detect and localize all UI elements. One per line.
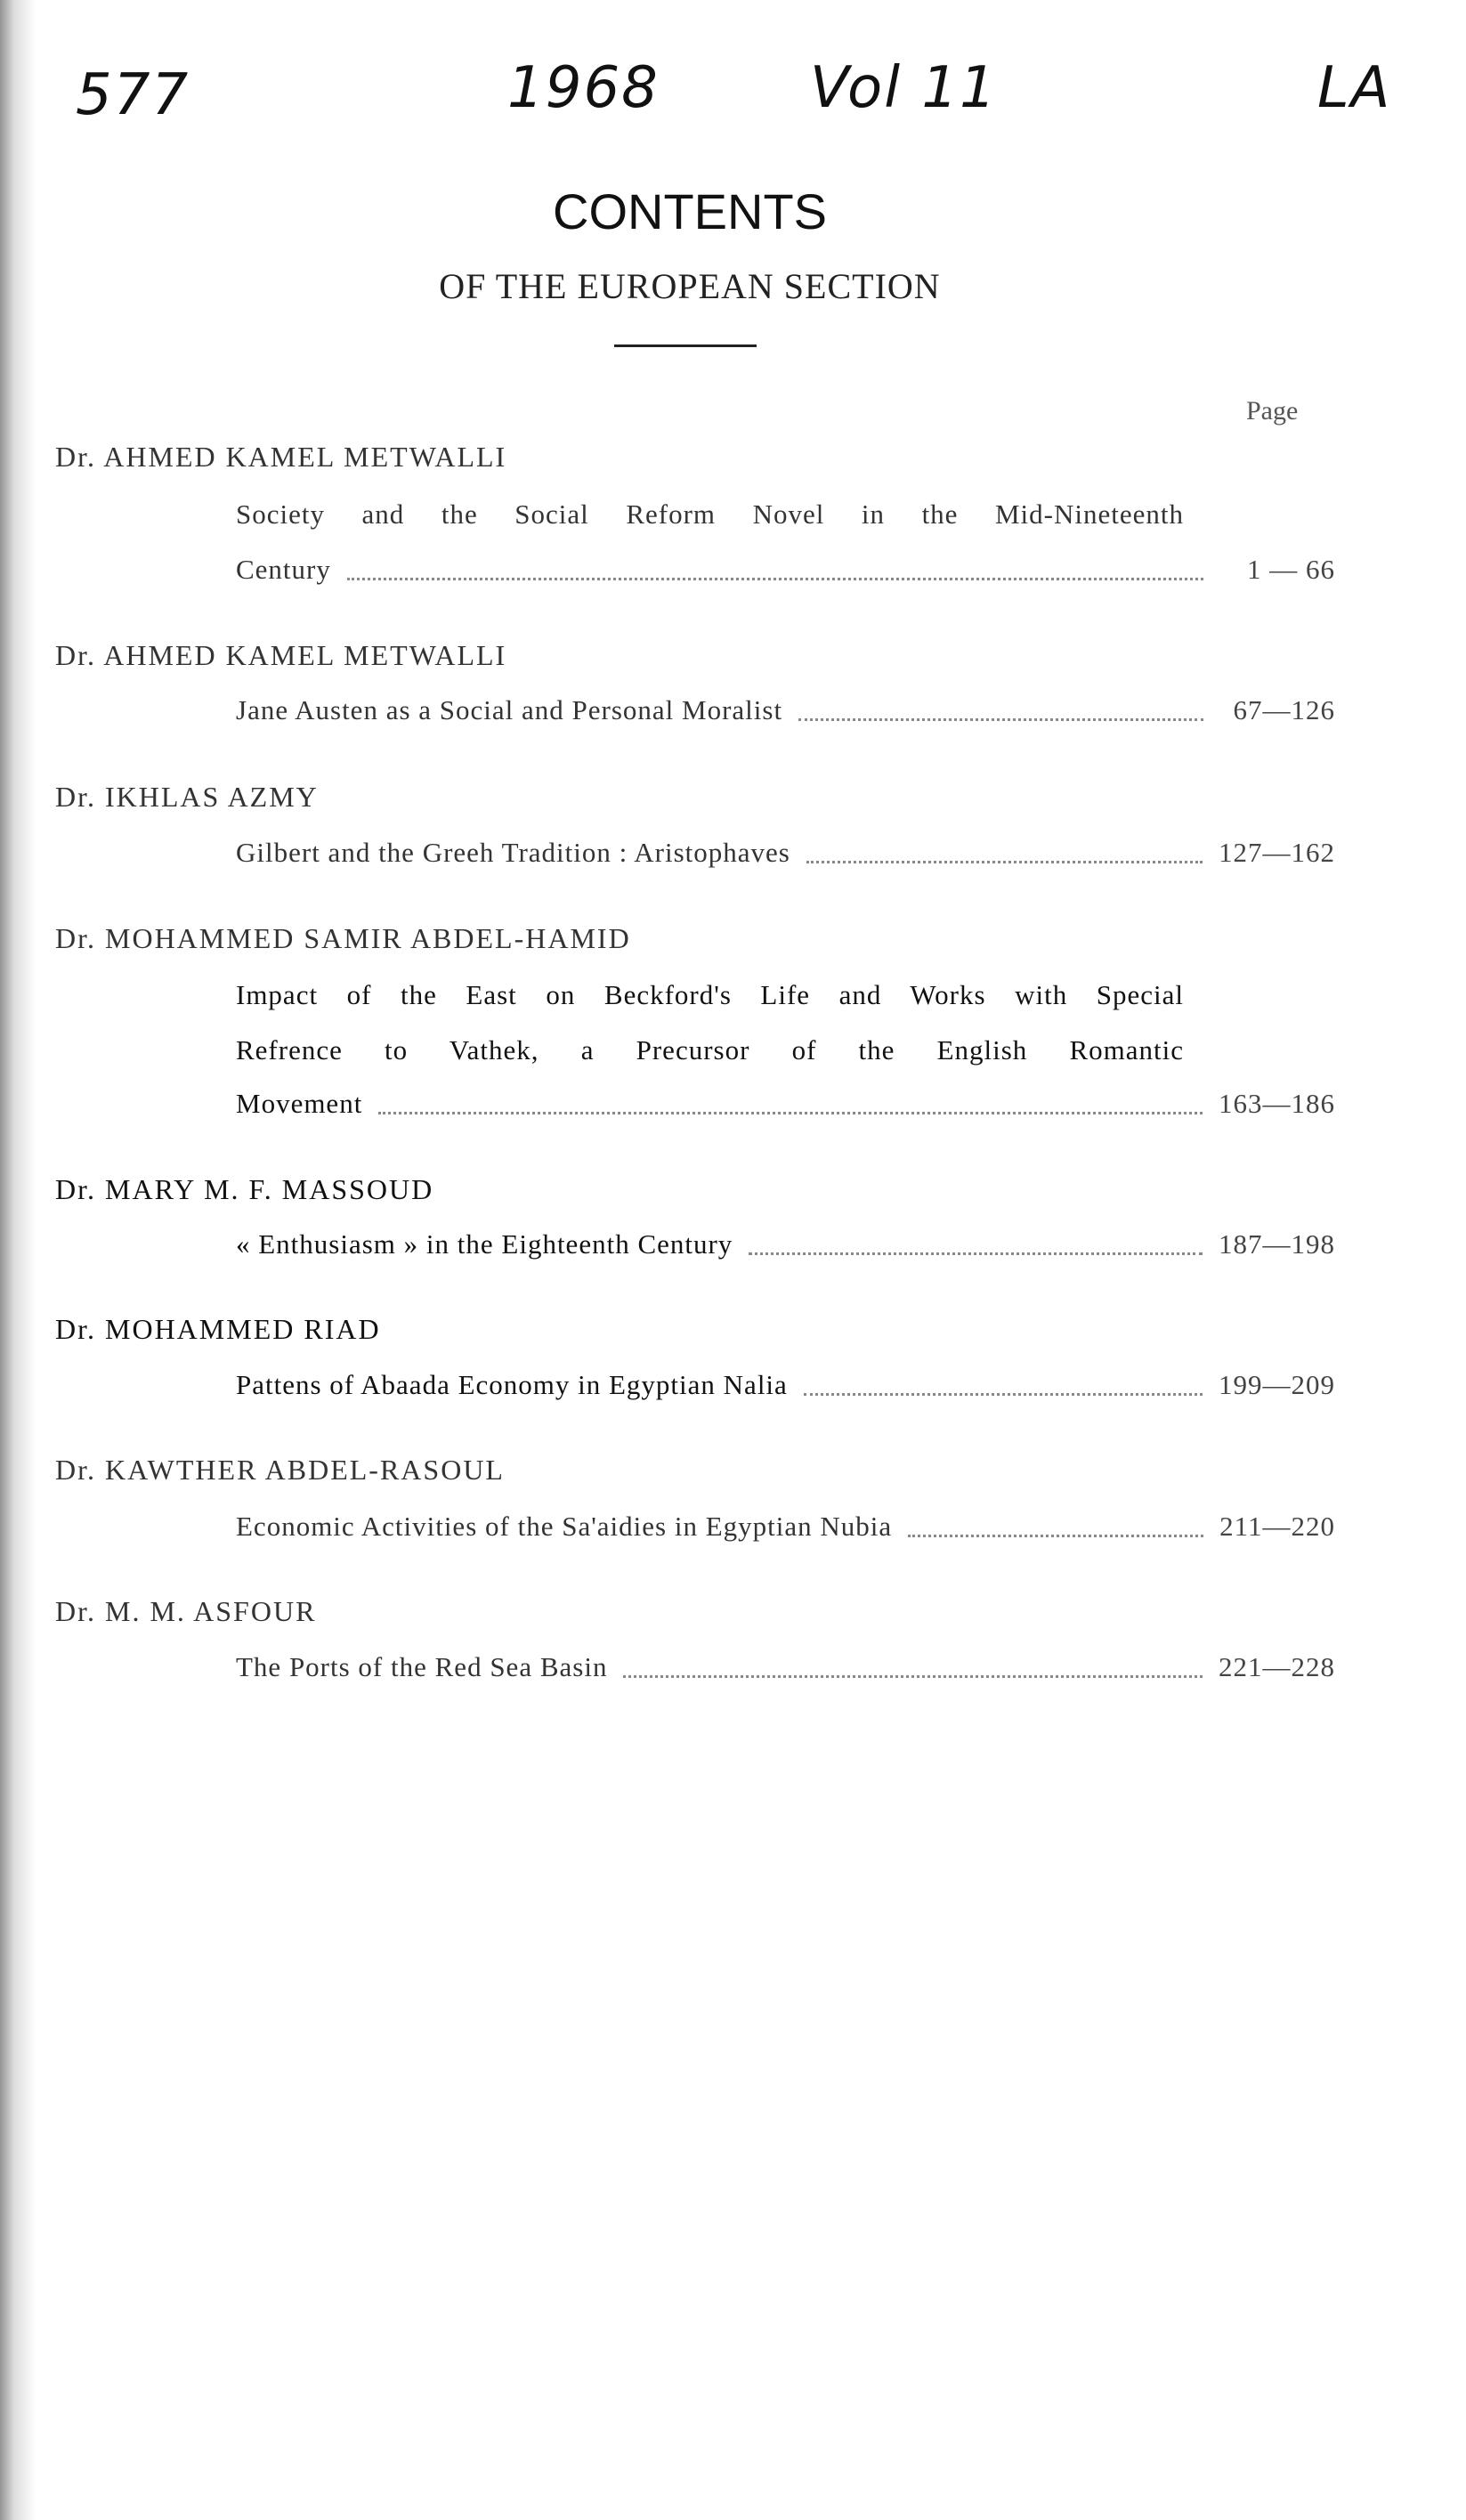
entry-page-range: 199—209 bbox=[1219, 1369, 1335, 1400]
entry-page-range: 187—198 bbox=[1219, 1228, 1335, 1260]
entry-title-line: Refrence to Vathek, a Precursor of the English Romantic bbox=[236, 1034, 1184, 1066]
entry-page-range: 211—220 bbox=[1219, 1511, 1335, 1542]
entry-author: Dr. AHMED KAMEL METWALLI bbox=[55, 639, 507, 671]
entry-author: Dr. AHMED KAMEL METWALLI bbox=[55, 441, 507, 473]
page-title: CONTENTS bbox=[553, 183, 827, 239]
entry-title-final-line bbox=[236, 694, 1335, 730]
page-column-header: Page bbox=[1246, 396, 1299, 425]
dot-leader bbox=[806, 860, 1203, 863]
entry-title-final-line bbox=[236, 1651, 1335, 1687]
entry-author: Dr. M. M. ASFOUR bbox=[55, 1595, 317, 1627]
entry-title-line: Impact of the East on Beckford's Life and Works with Special bbox=[236, 979, 1184, 1010]
entry-title-final-line bbox=[236, 1511, 1335, 1546]
entry-title-line: Society and the Social Reform Novel in the Mid-Nineteenth bbox=[236, 498, 1184, 530]
handwritten-reference-number: 577 bbox=[76, 62, 190, 128]
handwritten-label: LA bbox=[1317, 55, 1392, 121]
entry-title-final-line bbox=[236, 1088, 1335, 1123]
entry-title-final-line bbox=[236, 1369, 1335, 1405]
entry-title-text: Economic Activities of the Sa'aidies in Egyptian Nubia bbox=[236, 1511, 893, 1542]
entry-author: Dr. MOHAMMED RIAD bbox=[55, 1313, 381, 1345]
dot-leader bbox=[798, 717, 1203, 721]
entry-page-range: 67—126 bbox=[1233, 694, 1335, 725]
entry-title-text: « Enthusiasm » in the Eighteenth Century bbox=[236, 1228, 733, 1260]
entry-page-range: 127—162 bbox=[1219, 837, 1335, 868]
entry-page-range: 1 — 66 bbox=[1247, 554, 1335, 585]
entry-page-range: 163—186 bbox=[1219, 1088, 1335, 1119]
dot-leader bbox=[804, 1392, 1203, 1396]
entry-title-final-line bbox=[236, 554, 1335, 589]
entry-page-range: 221—228 bbox=[1219, 1651, 1335, 1682]
dot-leader bbox=[347, 577, 1203, 580]
entry-title-final-line bbox=[236, 837, 1335, 872]
title-divider bbox=[614, 344, 757, 347]
entry-author: Dr. MOHAMMED SAMIR ABDEL-HAMID bbox=[55, 922, 631, 954]
entry-title-final-line bbox=[236, 1228, 1335, 1264]
dot-leader bbox=[908, 1534, 1203, 1537]
entry-title-text: Jane Austen as a Social and Personal Moralist bbox=[236, 694, 783, 725]
scan-edge-shadow bbox=[0, 0, 36, 2520]
dot-leader bbox=[623, 1674, 1203, 1678]
entry-author: Dr. MARY M. F. MASSOUD bbox=[55, 1173, 434, 1205]
entry-title-text: Movement bbox=[236, 1088, 363, 1119]
entry-author: Dr. KAWTHER ABDEL-RASOUL bbox=[55, 1454, 505, 1486]
entry-title-text: Century bbox=[236, 554, 331, 585]
entry-title-text: The Ports of the Red Sea Basin bbox=[236, 1651, 608, 1682]
entry-title-text: Pattens of Abaada Economy in Egyptian Nalia bbox=[236, 1369, 788, 1400]
entry-author: Dr. IKHLAS AZMY bbox=[55, 781, 319, 813]
page-subtitle: OF THE EUROPEAN SECTION bbox=[439, 266, 941, 306]
dot-leader bbox=[378, 1111, 1203, 1114]
handwritten-year: 1968 bbox=[507, 55, 660, 121]
dot-leader bbox=[749, 1252, 1203, 1255]
handwritten-volume: Vol 11 bbox=[810, 55, 998, 121]
entry-title-text: Gilbert and the Greeh Tradition : Aristophaves bbox=[236, 837, 790, 868]
